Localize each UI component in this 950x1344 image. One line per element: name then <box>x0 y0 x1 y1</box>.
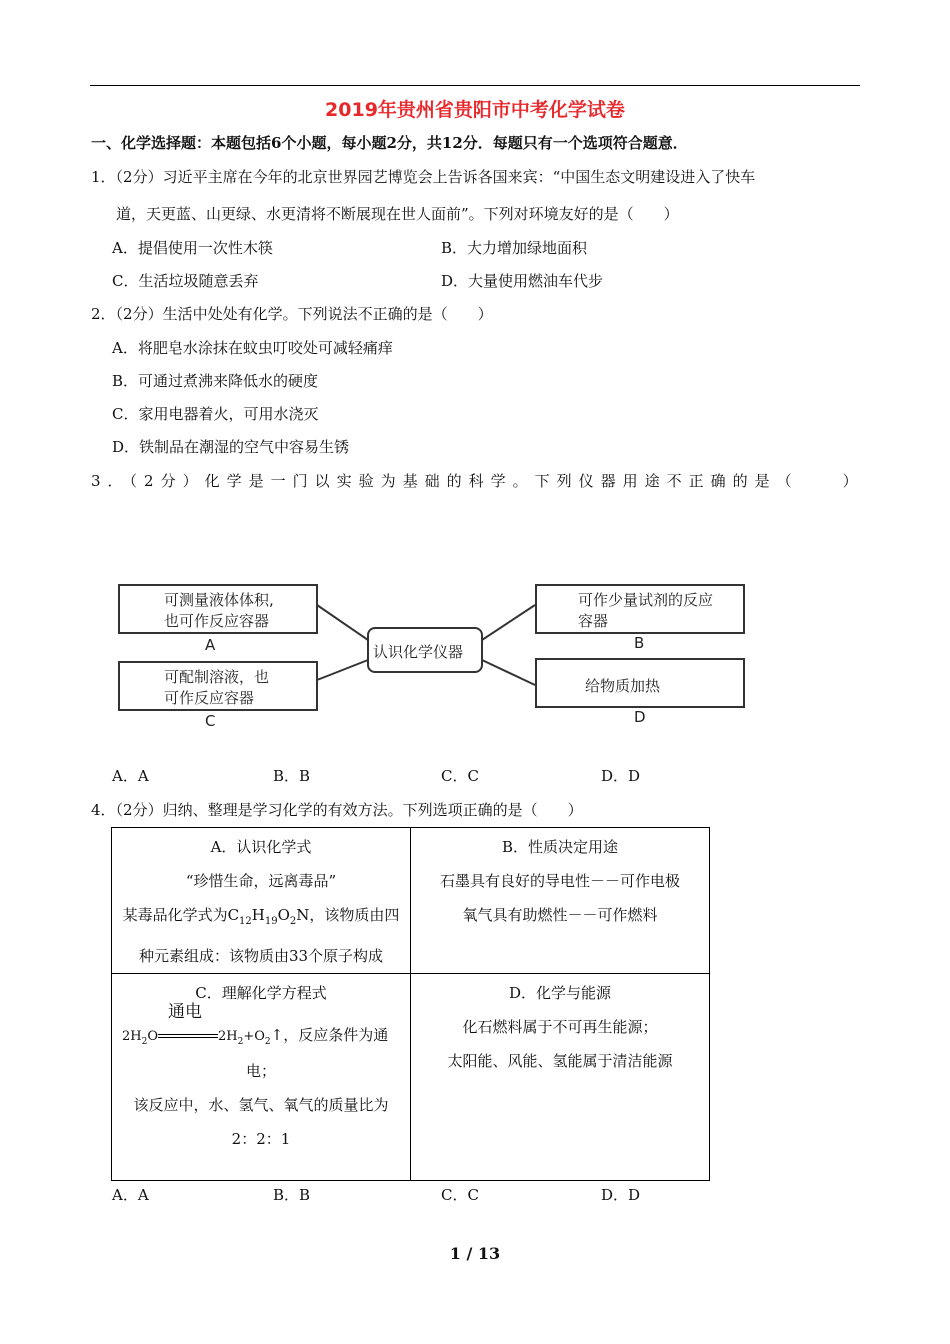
q4-option-b[interactable]: B．B <box>273 1186 311 1204</box>
q1-option-c[interactable]: C．生活垃圾随意丢弃 <box>112 272 259 290</box>
header-rule <box>90 85 860 86</box>
q1-option-d[interactable]: D．大量使用燃油车代步 <box>441 272 604 290</box>
cell-a-line2: 某毒品化学式为$C_{12}H_{19}O_2N$，该物质由四 <box>122 906 400 927</box>
cell-c-line4: 2：2：1 <box>231 1130 291 1148</box>
box-c-line1: 可配制溶液，也 <box>164 668 270 686</box>
q1-option-b[interactable]: B．大力增加绿地面积 <box>441 239 588 257</box>
box-b-line2: 容器 <box>578 612 609 630</box>
box-d-line1: 给物质加热 <box>585 677 661 695</box>
q1-stem-line1: 1．（2分）习近平主席在今年的北京世界园艺博览会上告诉各国来宾：“中国生态文明建设进入了快车 <box>91 168 756 186</box>
cell-c-line3: 该反应中，水、氢气、氧气的质量比为 <box>133 1096 389 1114</box>
box-a-line1: 可测量液体体积, <box>164 591 274 609</box>
q3-option-b[interactable]: B．B <box>273 767 311 785</box>
q4-stem: 4．（2分）归纳、整理是学习化学的有效方法。下列选项正确的是（ ） <box>91 801 583 819</box>
cell-d <box>411 974 710 1181</box>
box-a-line2: 也可作反应容器 <box>164 612 270 630</box>
cell-a <box>112 828 411 974</box>
q3-stem: 3．（2分）化学是一门以实验为基础的科学。下列仪器用途不正确的是（ ） <box>91 472 865 490</box>
q1-stem-line2: 道，天更蓝、山更绿、水更清将不断展现在世人面前”。下列对环境友好的是（ ） <box>116 205 679 223</box>
cell-a-head: A．认识化学式 <box>210 838 312 856</box>
cell-d-line1: 化石燃料属于不可再生能源； <box>462 1018 658 1036</box>
cell-d-head: D．化学与能源 <box>508 984 612 1002</box>
cell-a-line1: “珍惜生命，远离毒品” <box>185 872 337 890</box>
cell-b-line2: 氧气具有助燃性－－可作燃料 <box>462 906 658 924</box>
q2-option-c[interactable]: C．家用电器着火，可用水浇灭 <box>112 405 319 423</box>
q2-option-a[interactable]: A．将肥皂水涂抹在蚊虫叮咬处可减轻痛痒 <box>112 339 393 357</box>
label-b: B <box>634 634 645 652</box>
cell-b-line1: 石墨具有良好的导电性－－可作电极 <box>439 872 680 890</box>
cell-b-head: B．性质决定用途 <box>501 838 619 856</box>
q3-option-a[interactable]: A．A <box>112 767 149 785</box>
label-a: A <box>205 636 216 654</box>
cell-a-line3: 种元素组成：该物质由33个原子构成 <box>138 947 384 965</box>
cell-c-head: C．理解化学方程式 <box>195 984 327 1002</box>
cell-c <box>112 974 411 1181</box>
connector-d <box>482 660 535 685</box>
box-b-line1: 可作少量试剂的反应 <box>578 591 714 609</box>
q4-option-a[interactable]: A．A <box>112 1186 149 1204</box>
page-number: 1 / 13 <box>449 1244 501 1263</box>
q2-option-d[interactable]: D．铁制品在潮湿的空气中容易生锈 <box>112 438 350 456</box>
label-d: D <box>634 708 646 726</box>
connector-c <box>317 660 368 680</box>
box-c-line2: 可作反应容器 <box>164 689 255 707</box>
cell-c-equation: $2H_2O$ 通电 $2H_2+O_2↑$，反应条件为通 <box>122 1002 389 1047</box>
q4-table <box>111 827 710 1181</box>
q1-option-a[interactable]: A．提倡使用一次性木筷 <box>112 239 273 257</box>
section-heading: 一、化学选择题：本题包括6个小题，每小题2分，共12分．每题只有一个选项符合题意． <box>91 134 688 152</box>
cell-d-line2: 太阳能、风能、氢能属于清洁能源 <box>447 1052 673 1070</box>
q3-option-c[interactable]: C．C <box>441 767 479 785</box>
q2-stem: 2．（2分）生活中处处有化学。下列说法不正确的是（ ） <box>91 305 493 323</box>
cell-b <box>411 828 710 974</box>
q4-option-c[interactable]: C．C <box>441 1186 479 1204</box>
q4-option-d[interactable]: D．D <box>601 1186 641 1204</box>
center-label: 认识化学仪器 <box>373 643 464 661</box>
connector-b <box>482 605 535 640</box>
page-title: 2019年贵州省贵阳市中考化学试卷 <box>325 99 625 121</box>
q2-option-b[interactable]: B．可通过煮沸来降低水的硬度 <box>112 372 319 390</box>
q3-option-d[interactable]: D．D <box>601 767 641 785</box>
label-c: C <box>205 712 216 730</box>
reaction-condition: 通电 <box>168 1002 203 1022</box>
cell-c-line2: 电； <box>245 1062 276 1080</box>
connector-a <box>317 605 368 640</box>
